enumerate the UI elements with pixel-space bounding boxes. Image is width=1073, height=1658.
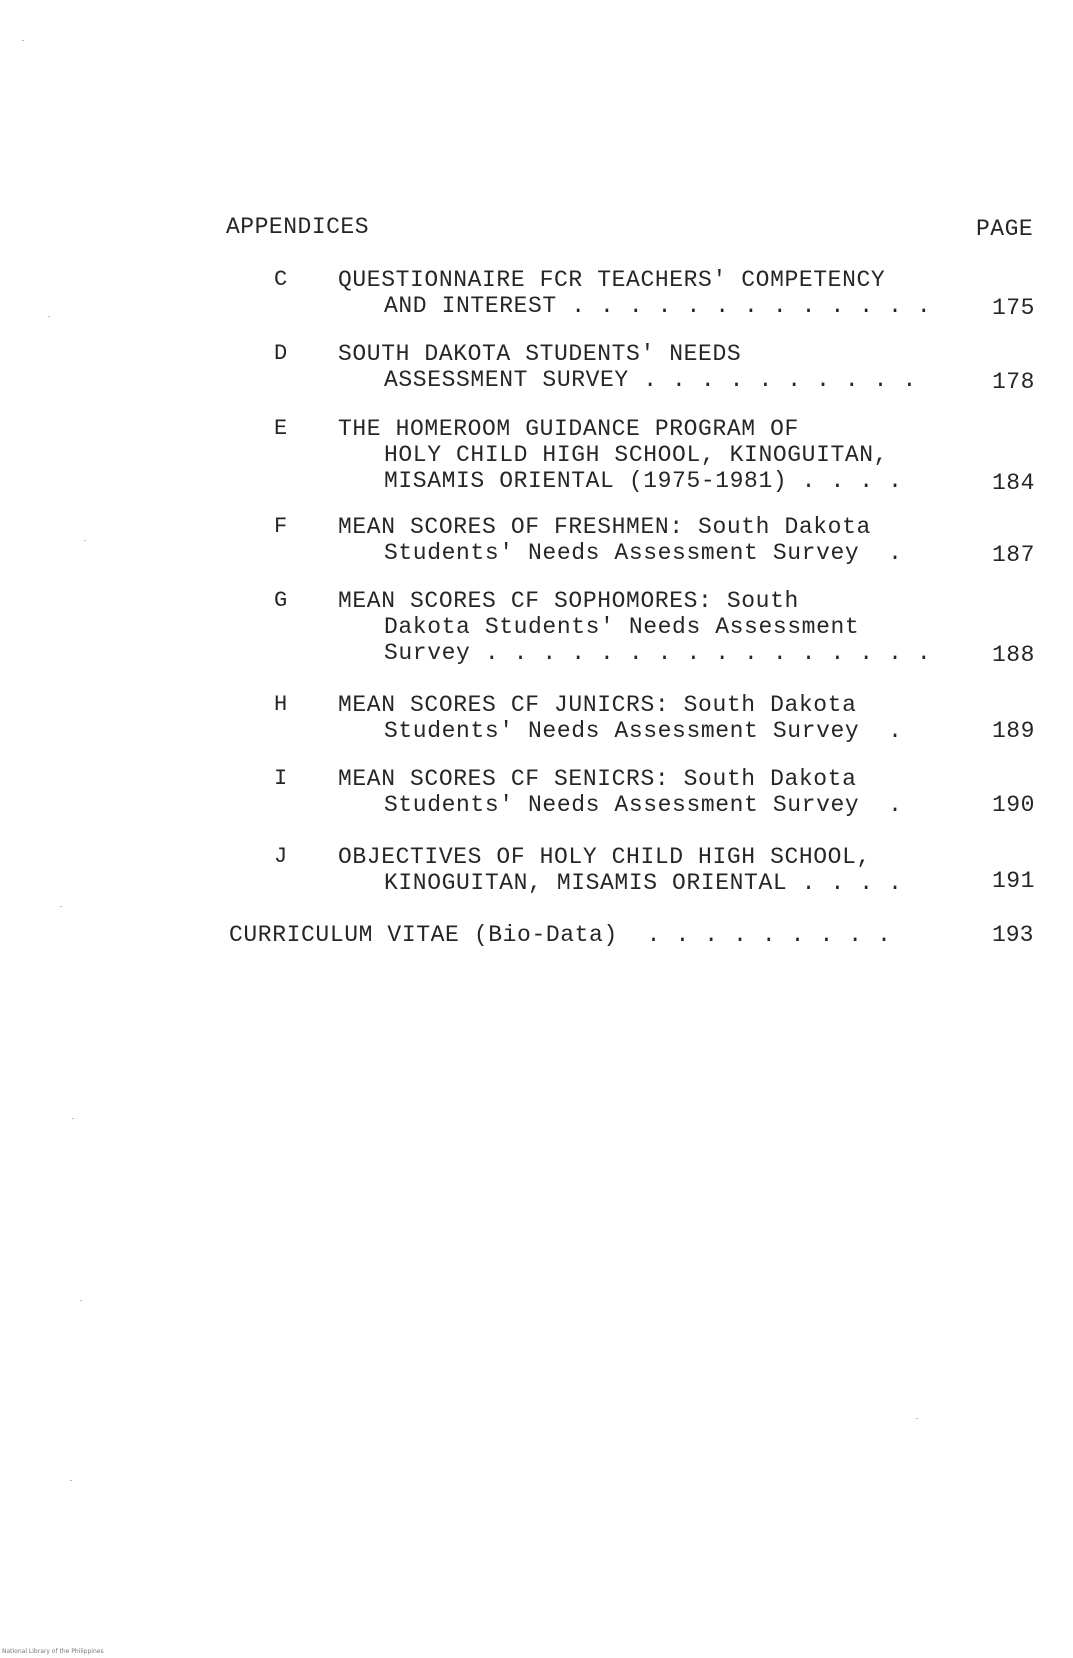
entry-title-line: HOLY CHILD HIGH SCHOOL, KINOGUITAN, <box>384 442 889 468</box>
entry-letter: I <box>274 766 288 791</box>
scan-speck <box>70 1480 72 1481</box>
scan-speck <box>72 1118 74 1119</box>
scan-speck <box>48 316 50 317</box>
entry-page-number: 190 <box>992 792 1035 818</box>
library-footer: National Library of the Philippines <box>2 1648 104 1655</box>
page-column-heading: PAGE <box>976 216 1034 242</box>
entry-page-number: 188 <box>992 642 1035 668</box>
scan-speck <box>916 1418 918 1419</box>
vitae-page-number: 193 <box>992 922 1034 948</box>
entry-title-line: Students' Needs Assessment Survey . <box>384 792 903 818</box>
entry-page-number: 187 <box>992 542 1035 568</box>
entry-letter: E <box>274 416 288 441</box>
entry-title-line: KINOGUITAN, MISAMIS ORIENTAL . . . . <box>384 870 903 896</box>
entry-title-line: QUESTIONNAIRE FCR TEACHERS' COMPETENCY <box>338 267 886 293</box>
entry-title-line: Dakota Students' Needs Assessment <box>384 614 860 640</box>
entry-title-line: Survey . . . . . . . . . . . . . . . . <box>384 640 932 666</box>
entry-title-line: MEAN SCORES CF JUNICRS: South Dakota <box>338 692 857 718</box>
entry-title-line: AND INTEREST . . . . . . . . . . . . . <box>384 293 932 319</box>
scan-speck <box>60 906 62 907</box>
entry-letter: H <box>274 692 288 717</box>
appendices-heading: APPENDICES <box>226 214 370 240</box>
entry-title-line: Students' Needs Assessment Survey . <box>384 540 903 566</box>
entry-page-number: 178 <box>992 369 1035 395</box>
entry-letter: G <box>274 588 288 613</box>
entry-letter: F <box>274 514 288 539</box>
entry-letter: D <box>274 341 288 366</box>
entry-title-line: ASSESSMENT SURVEY . . . . . . . . . . <box>384 367 917 393</box>
curriculum-vitae-entry: CURRICULUM VITAE (Bio-Data) . . . . . . . . . <box>229 922 892 948</box>
scan-speck <box>84 540 86 541</box>
entry-page-number: 175 <box>992 295 1035 321</box>
entry-title-line: Students' Needs Assessment Survey . <box>384 718 903 744</box>
entry-letter: C <box>274 267 288 292</box>
entry-title-line: SOUTH DAKOTA STUDENTS' NEEDS <box>338 341 742 367</box>
scan-speck <box>80 1300 82 1301</box>
entry-title-line: OBJECTIVES OF HOLY CHILD HIGH SCHOOL, <box>338 844 871 870</box>
entry-title-line: MEAN SCORES CF SOPHOMORES: South <box>338 588 799 614</box>
entry-title-line: THE HOMEROOM GUIDANCE PROGRAM OF <box>338 416 799 442</box>
entry-title-line: MISAMIS ORIENTAL (1975-1981) . . . . <box>384 468 903 494</box>
entry-title-line: MEAN SCORES CF SENICRS: South Dakota <box>338 766 857 792</box>
entry-page-number: 184 <box>992 470 1035 496</box>
entry-page-number: 191 <box>992 868 1035 894</box>
entry-title-line: MEAN SCORES OF FRESHMEN: South Dakota <box>338 514 871 540</box>
entry-page-number: 189 <box>992 718 1035 744</box>
entry-letter: J <box>274 844 288 869</box>
scan-speck <box>22 40 24 41</box>
